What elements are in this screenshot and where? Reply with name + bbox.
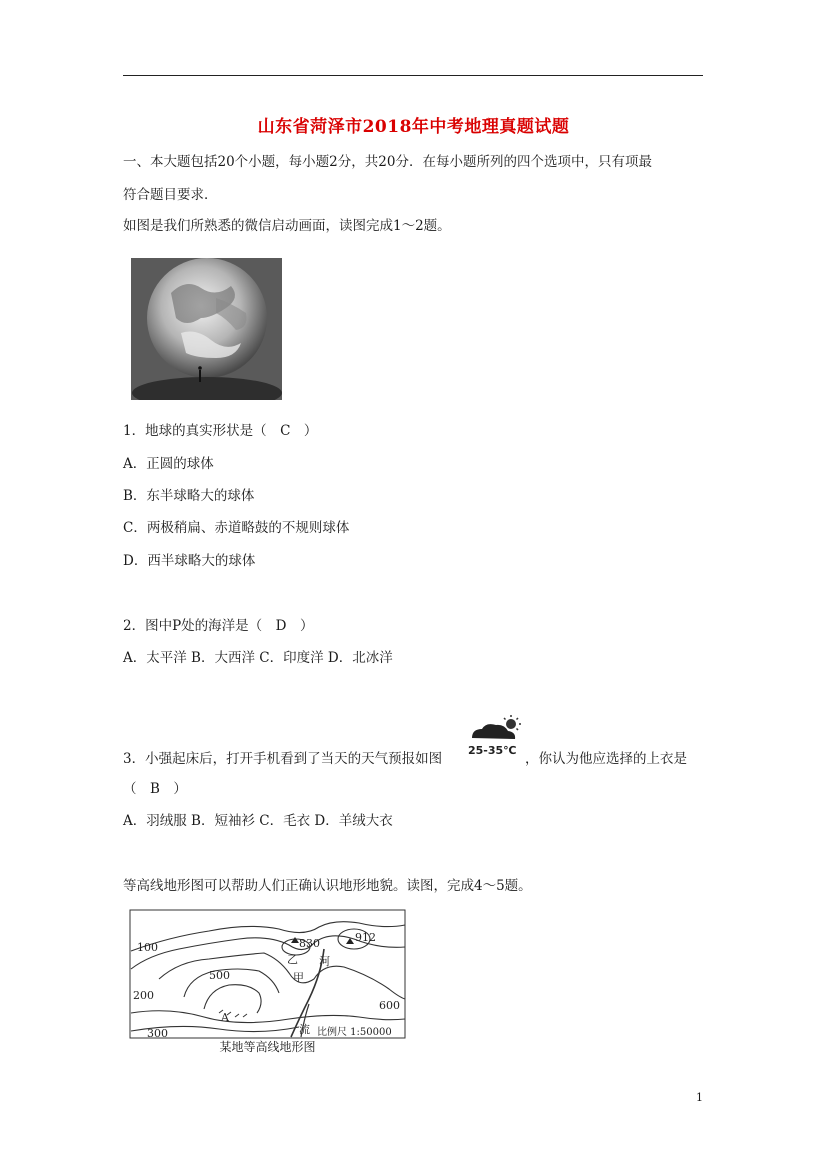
q1-option-a: A．正圆的球体 (123, 456, 214, 472)
section-instructions-line2: 符合题目要求． (123, 187, 218, 203)
q1-option-b: B．东半球略大的球体 (123, 488, 255, 504)
q3-options: A．羽绒服 B．短袖衫 C．毛衣 D．羊绒大衣 (123, 813, 393, 829)
header-rule (123, 75, 703, 76)
q3-stem-before: 3．小强起床后，打开手机看到了当天的天气预报如图 (123, 751, 443, 767)
contour-label-200: 200 (133, 989, 154, 1002)
river-label-he: 河 (319, 955, 330, 968)
contour-label-500: 500 (209, 969, 230, 982)
document-title: 山东省菏泽市2018年中考地理真题试题 (257, 117, 570, 137)
contour-label-300: 300 (147, 1027, 168, 1040)
summit-label-830: 830 (299, 937, 320, 950)
map-scale: 比例尺 1:50000 (317, 1027, 392, 1038)
contour-label-100: 100 (137, 941, 158, 954)
sun-icon (504, 715, 521, 730)
page-number: 1 (696, 1091, 703, 1104)
intro-questions-1-2: 如图是我们所熟悉的微信启动画面，读图完成1～2题。 (123, 218, 451, 234)
point-label-yi: 乙 (287, 953, 298, 966)
section-instructions-line1: 一、本大题包括20个小题，每小题2分，共20分．在每小题所列的四个选项中，只有项最 (123, 154, 652, 170)
point-label-jia: 甲 (293, 971, 304, 984)
contour-map-caption: 某地等高线地形图 (219, 1040, 316, 1054)
wechat-earth-image (131, 258, 282, 400)
q1-stem: 1．地球的真实形状是（ C ） (123, 423, 318, 439)
weather-temperature-label: 25-35℃ (468, 744, 517, 757)
q1-option-c: C．两极稍扁、赤道略鼓的不规则球体 (123, 520, 350, 536)
river-label-liu: 流 (299, 1023, 310, 1036)
summit-label-912: 912 (355, 931, 376, 944)
intro-questions-4-5: 等高线地形图可以帮助人们正确认识地形地貌。读图，完成4～5题。 (123, 878, 532, 894)
contour-map (129, 909, 406, 1054)
q3-answer: （ B ） (123, 781, 187, 797)
contour-label-600: 600 (379, 999, 400, 1012)
q2-stem: 2．图中P处的海洋是（ D ） (123, 618, 314, 634)
point-label-a: A (221, 1011, 229, 1024)
weather-forecast-icon (466, 714, 524, 762)
q2-options: A．太平洋 B．大西洋 C．印度洋 D．北冰洋 (123, 650, 393, 666)
q3-stem-after: ，你认为他应选择的上衣是 (525, 751, 687, 767)
q1-option-d: D．西半球略大的球体 (123, 553, 256, 569)
